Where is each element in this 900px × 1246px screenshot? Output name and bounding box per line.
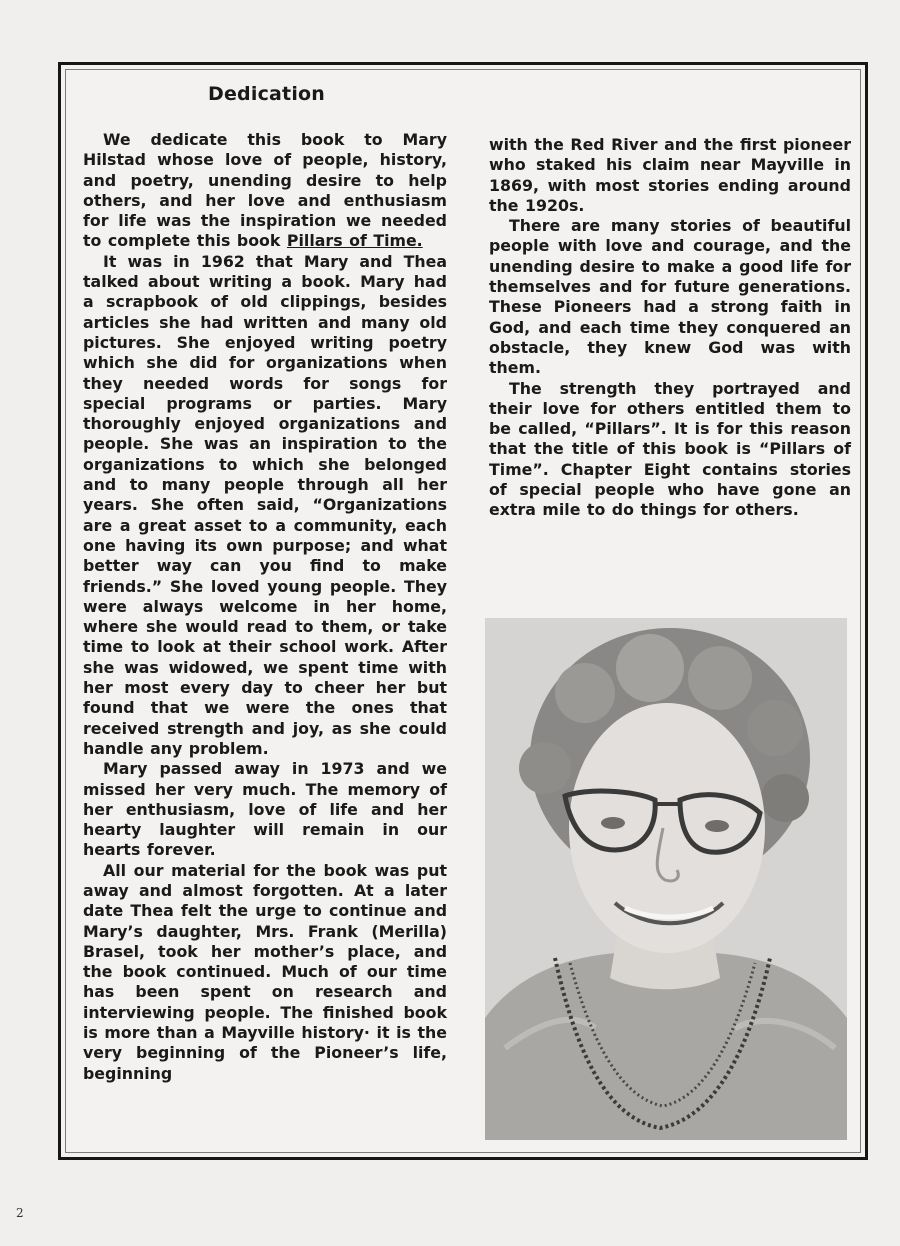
dedication-text: We dedicate this book to Mary Hilstad whose love of people, history, and poetry, unending desire to help others, and her love and enthusiasm for life was the inspiration we needed to complete this book	[83, 130, 447, 251]
paragraph-dedication	[83, 130, 447, 252]
paragraph-memory: Mary passed away in 1973 and we missed her very much. The memory of her enthusiasm, love of life and her hearty laughter will remain in our hearts forever.	[83, 759, 447, 860]
paragraph-pillars: The strength they portrayed and their love for others entitled them to be called, “Pillars”. It is for this reason that the title of this book is “Pillars of Time”. Chapter Eight contains stories of special people who have gone an extra mile to do things for others.	[489, 378, 851, 520]
left-text-column	[83, 130, 447, 1084]
paragraph-continued: with the Red River and the first pioneer who staked his claim near Mayville in 1869, with most stories ending around the 1920s.	[489, 135, 851, 215]
dedication-frame	[58, 62, 868, 1160]
portrait-photo-icon	[485, 618, 847, 1140]
page-title: Dedication	[208, 83, 326, 105]
portrait-photo	[485, 618, 847, 1140]
paragraph-stories: There are many stories of beautiful people with love and courage, and the unending desire to make a good life for themselves and for future generations. These Pioneers had a strong faith in God, and each time they conquered an obstacle, they knew God was with them.	[489, 216, 851, 378]
page-number: 2	[16, 1206, 24, 1220]
book-title-underlined: Pillars of Time.	[286, 231, 423, 251]
paragraph-history: It was in 1962 that Mary and Thea talked about writing a book. Mary had a scrapbook of old clippings, besides articles she had written and many old pictures. She enjoyed writing poetry which she did for organizations when they needed words for songs for special programs or parties. Mary thoroughly enjoyed organizations and people. She was an inspiration to the organizations to which she belonged and to many people through all her years. She often said, “Organizations are a great asset to a community, each one having its own purpose; and what better way can you find to make friends.” She loved young people. They were always welcome in her home, where she would read to them, or take time to look at their school work. After she was widowed, we spent time with her most every day to cheer her but found that we were the ones that received strength and joy, as she could handle any problem.	[83, 251, 447, 758]
paragraph-material: All our material for the book was put away and almost forgotten. At a later date Thea felt the urge to continue and Mary’s daughter, Mrs. Frank (Merilla) Brasel, took her mother’s place, and the book continued. Much of our time has been spent on research and interviewing people. The finished book is more than a Mayville history· it is the very beginning of the Pioneer’s life, beginning	[83, 860, 447, 1083]
right-text-column	[489, 135, 851, 521]
